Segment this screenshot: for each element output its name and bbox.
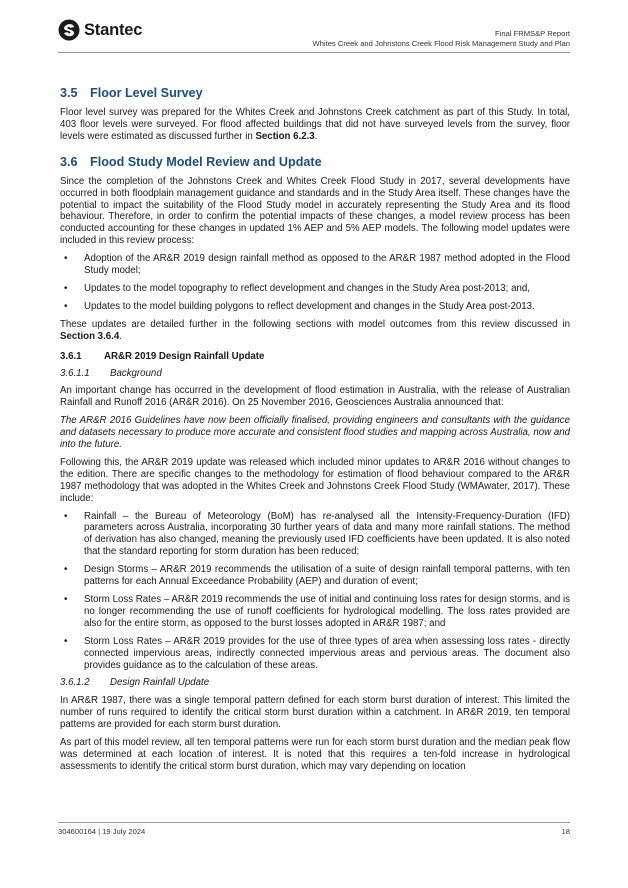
list-item: • Storm Loss Rates – AR&R 2019 provides for the use of three types of area when assessing loss rates - directly connected impervious areas, indirectly connected impervious areas and pervious areas. The document also provides guidance as to the calculation of these areas. <box>60 636 570 672</box>
section-reference-3-6-4: Section 3.6.4 <box>60 330 120 342</box>
section-title: Design Rainfall Update <box>110 677 210 689</box>
section-number: 3.6.1 <box>60 350 82 362</box>
paragraph-end: . <box>119 330 122 342</box>
list-item: • Adoption of the AR&R 2019 design rainfall method as opposed to the AR&R 1987 method adopted in the Flood Study model; <box>60 253 570 277</box>
background-paragraph-1: An important change has occurred in the development of flood estimation in Australia, with the release of Australian Rainfall and Runoff 2016 (AR&R 2016). On 25 November 2016, Geosciences Australia announced that: <box>60 385 570 409</box>
design-rainfall-paragraph-2: As part of this model review, all ten temporal patterns were run for each storm burst duration and the median peak flow was determined at each location of interest. It is noted that this requires a ten-fold increase in hydrological assessments to identify the critical storm burst duration, which may vary depending on location <box>60 737 570 772</box>
section-title: AR&R 2019 Design Rainfall Update <box>104 350 265 362</box>
floor-level-paragraph <box>60 107 570 143</box>
section-title: Background <box>110 367 162 379</box>
page-number: 18 <box>561 827 570 836</box>
section-title: Flood Study Model Review and Update <box>90 154 322 169</box>
section-title: Floor Level Survey <box>90 86 203 100</box>
stantec-logo <box>58 19 142 41</box>
report-title: Final FRMS&P Report <box>495 29 570 38</box>
report-subtitle: Whites Creek and Johnstons Creek Flood Risk Management Study and Plan <box>312 39 570 49</box>
stantec-logo-icon <box>58 19 80 41</box>
model-review-intro: Since the completion of the Johnstons Creek and Whites Creek Flood Study in 2017, several developments have occurred in both floodplain management guidance and standards and in the Study Area itself. These changes have the potential to impact the suitability of the Flood Study model in accurately representing the Study Area and its flood behaviour. Therefore, in order to confirm the potential impacts of these changes, a model review process has been conducted accounting for these changes in updated 1% AEP and 5% AEP models. The following model updates were included in this review process: <box>60 175 570 247</box>
logo-text: Stantec <box>84 20 143 39</box>
list-item: • Storm Loss Rates – AR&R 2019 recommends the use of initial and continuing loss rates for design storms, and is no longer recommending the use of runoff coefficients for hydrological modelling. The loss rates provided are also for the entire storm, as opposed to the burst losses adopted in AR&R 1987; and <box>60 594 570 630</box>
block-quote: The AR&R 2016 Guidelines have now been officially finalised, providing engineers and consultants with the guidance and datasets necessary to produce more accurate and consistent flood studies and mapping across Australia, now and into the future. <box>60 415 570 451</box>
page-footer <box>58 822 570 836</box>
paragraph-text: Floor level survey was prepared for the Whites Creek and Johnstons Creek catchment as part of this Study. In total, 403 floor levels were surveyed. For flood affected buildings that did not have surveyed levels from the survey, floor levels were estimated as discussed further in <box>60 107 570 142</box>
paragraph-end: . <box>314 130 318 142</box>
section-heading-3-6-1 <box>60 351 570 363</box>
section-reference-6-2-3: Section 6.2.3 <box>255 130 315 142</box>
section-number: 3.6.1.2 <box>60 677 90 689</box>
list-item: • Updates to the model building polygons to reflect development and changes in the Study Area post-2013. <box>60 301 570 313</box>
section-number: 3.6 <box>60 154 78 169</box>
header-divider <box>58 52 570 53</box>
model-review-outro <box>60 319 570 343</box>
page-body <box>60 86 570 779</box>
page-header <box>313 29 570 49</box>
list-item: • Updates to the model topography to reflect development and changes in the Study Area post-2013; and, <box>60 283 570 295</box>
design-rainfall-paragraph-1: In AR&R 1987, there was a single temporal pattern defined for each storm burst duration of interest. This limited the number of runs required to identify the critical storm burst duration within a catchment. In AR&R 2019, ten temporal patterns are provided for each storm burst duration. <box>60 695 570 731</box>
section-number: 3.5 <box>60 86 78 100</box>
background-paragraph-2: Following this, the AR&R 2019 update was released which included minor updates to AR&R 2016 without changes to the edition. There are specific changes to the methodology for estimation of flood behaviour compared to the AR&R 1987 methodology that was adopted in the Whites Creek and Johnstons Creek Flood Study (WMAwater, 2017). These include: <box>60 456 570 504</box>
methodology-changes-list <box>60 511 570 672</box>
paragraph-text: These updates are detailed further in the following sections with model outcomes from this review discussed in <box>60 318 570 330</box>
model-updates-list <box>60 253 570 313</box>
section-heading-3-6-1-1 <box>60 368 570 380</box>
section-heading-3-6 <box>60 155 570 170</box>
document-reference: 304600164 | 19 July 2024 <box>58 827 146 836</box>
section-heading-3-5 <box>60 86 570 101</box>
section-heading-3-6-1-2 <box>60 677 570 689</box>
list-item: • Rainfall – the Bureau of Meteorology (BoM) has re-analysed all the Intensity-Frequency-Duration (IFD) parameters across Australia, incorporating 30 further years of data and many more rainfall stations. The method of derivation has also changed, meaning the previously used IFD coefficients have been updated. It is also noted that the standard reporting for storm duration has been reduced; <box>60 511 570 559</box>
section-number: 3.6.1.1 <box>60 367 90 379</box>
list-item: • Design Storms – AR&R 2019 recommends the utilisation of a suite of design rainfall temporal patterns, with ten patterns for each Annual Exceedance Probability (AEP) and duration of event; <box>60 564 570 588</box>
